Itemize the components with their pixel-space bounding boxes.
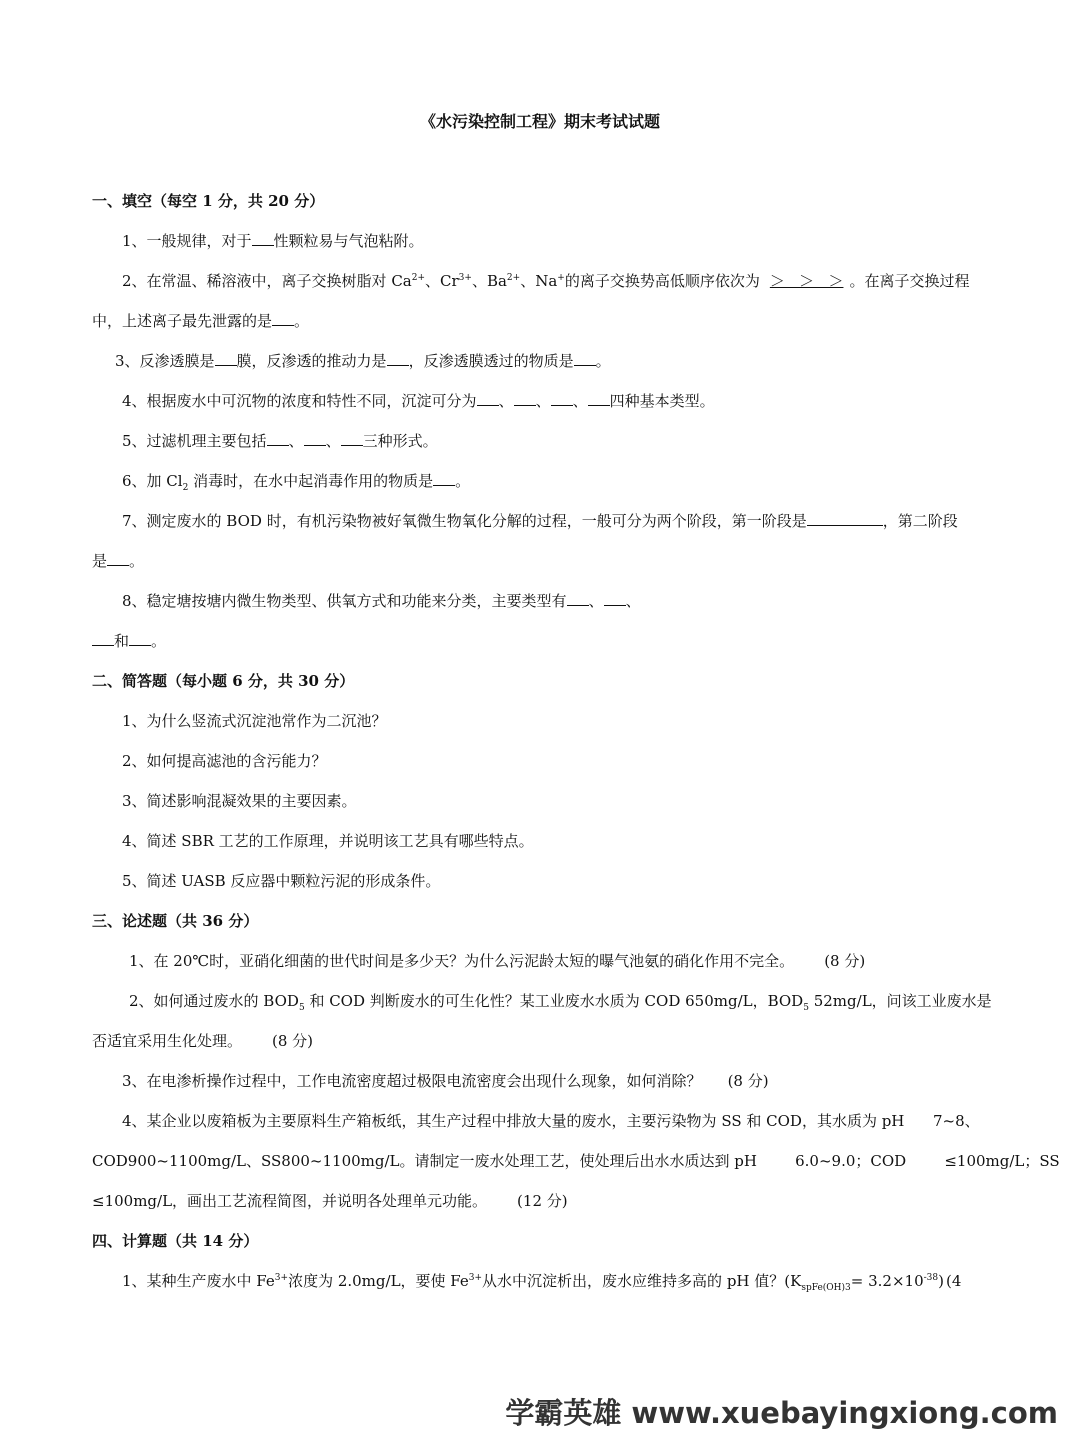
s2-question-3: 3、简述影响混凝效果的主要因素。 xyxy=(122,792,357,810)
answer-blank xyxy=(272,310,294,326)
s1-question-2-cont: 中，上述离子最先泄露的是 。 xyxy=(92,312,310,330)
s3-question-4-line-1: 4、某企业以废箱板为主要原料生产箱板纸，其生产过程中排放大量的废水，主要污染物为 SS 和 COD，其水质为 pH 7~8、 xyxy=(122,1112,980,1130)
answer-blank xyxy=(807,510,883,526)
s4-question-1-score: (4 xyxy=(946,1272,962,1290)
s1-question-6: 6、加 $Cl_2$ 消毒时，在水中起消毒作用的物质是 。 xyxy=(122,472,471,493)
section-4-heading: 四、计算题（共 14 分） xyxy=(92,1232,259,1250)
answer-blank xyxy=(252,230,274,246)
page-title: 《水污染控制工程》期末考试试题 xyxy=(419,112,660,131)
score: (8 分) xyxy=(272,1032,314,1050)
s1-question-8: 8、稳定塘按塘内微生物类型、供氧方式和功能来分类，主要类型有 、 、 xyxy=(122,592,641,610)
s1-question-7-cont: 是 。 xyxy=(92,552,145,570)
s3-question-2-cont: 否适宜采用生化处理。 (8 分) xyxy=(92,1032,314,1050)
score: (12 分) xyxy=(517,1192,568,1210)
s1-question-1: 1、一般规律，对于 性颗粒易与气泡粘附。 xyxy=(122,232,424,250)
answer-blank-order: ＞ ＞ ＞ xyxy=(769,272,844,290)
answer-blank xyxy=(574,350,596,366)
s3-question-4-line-2: COD900~1100mg/L、SS800~1100mg/L。请制定一废水处理工艺，使处理后出水水质达到 pH 6.0~9.0；COD ≤100mg/L；SS xyxy=(92,1152,1060,1170)
s3-question-2: 2、如何通过废水的 $BOD_5$ 和 COD 判断废水的可生化性？某工业废水水质为 COD 650mg/L，$BOD_5$ 52mg/L，问该工业废水是 xyxy=(129,992,992,1013)
section-1-heading: 一、填空（每空 1 分，共 20 分） xyxy=(92,192,325,210)
answer-blank xyxy=(387,350,409,366)
s2-question-5: 5、简述 UASB 反应器中颗粒污泥的形成条件。 xyxy=(122,872,441,890)
section-2-heading: 二、简答题（每小题 6 分，共 30 分） xyxy=(92,672,355,690)
s3-question-1: 1、在 20℃时，亚硝化细菌的世代时间是多少天？为什么污泥龄太短的曝气池氨的硝化作用不完全。 (8 分) xyxy=(129,952,866,970)
score: (8 分) xyxy=(727,1072,769,1090)
watermark: 学霸英雄 www.xuebayingxiong.com xyxy=(505,1396,1058,1430)
s2-question-1: 1、为什么竖流式沉淀池常作为二沉池？ xyxy=(122,712,387,730)
section-3-heading: 三、论述题（共 36 分） xyxy=(92,912,259,930)
s3-question-3: 3、在电渗析操作过程中，工作电流密度超过极限电流密度会出现什么现象，如何消除？ (8 分) xyxy=(122,1072,769,1090)
answer-blank xyxy=(107,550,129,566)
s4-question-1: 1、某种生产废水中 $Fe^{3+}$浓度为 2.0mg/L，要使 $Fe^{3+}$从水中沉淀析出，废水应维持多高的 pH 值？$(K_{spFe(OH)3}= 3.2\times 10^{-38})$ xyxy=(122,1272,944,1293)
s1-question-2: 2、在常温、稀溶液中，离子交换树脂对 $Ca^{2+}$、$Cr^{3+}$、$Ba^{2+}$、Na+的离子交换势高低顺序依次为 ＞ ＞ ＞ 。在离子交换过程 xyxy=(122,272,970,290)
s1-question-4: 4、根据废水中可沉物的浓度和特性不同，沉淀可分为 、 、 、 四种基本类型。 xyxy=(122,392,715,410)
s3-question-4-line-3: ≤100mg/L，画出工艺流程简图，并说明各处理单元功能。 (12 分) xyxy=(92,1192,568,1210)
s1-question-5: 5、过滤机理主要包括 、 、 三种形式。 xyxy=(122,432,438,450)
answer-blank xyxy=(215,350,237,366)
s2-question-2: 2、如何提高滤池的含污能力？ xyxy=(122,752,327,770)
s2-question-4: 4、简述 SBR 工艺的工作原理，并说明该工艺具有哪些特点。 xyxy=(122,832,534,850)
s1-question-7: 7、测定废水的 BOD 时，有机污染物被好氧微生物氧化分解的过程，一般可分为两个阶段，第一阶段是 ，第二阶段 xyxy=(122,512,958,530)
s1-question-8-cont: 和 。 xyxy=(92,630,166,652)
answer-blank xyxy=(433,470,455,486)
score: (8 分) xyxy=(824,952,866,970)
s1-question-3: 3、反渗透膜是 膜，反渗透的推动力是 ，反渗透膜透过的物质是 。 xyxy=(115,352,611,370)
